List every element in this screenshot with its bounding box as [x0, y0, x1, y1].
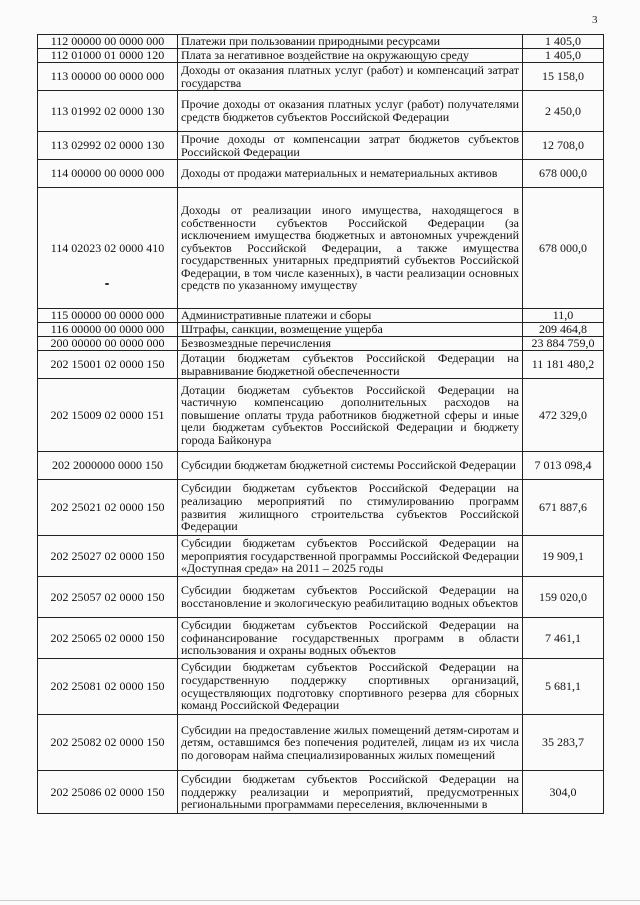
table-row [38, 337, 604, 351]
budget-code-cell: 113 01992 02 0000 130 [38, 91, 178, 132]
description-cell: Прочие доходы от компенсации затрат бюджетов субъектов Российской Федерации [178, 132, 523, 160]
budget-code-cell: 202 25065 02 0000 150 [38, 618, 178, 659]
description-cell: Субсидии бюджетам субъектов Российской Федерации на мероприятия государственной программы Российской Федерации «Доступная среда» на 2011 – 2025 годы [178, 536, 523, 577]
page-number: 3 [592, 14, 598, 26]
amount-cell: 19 909,1 [523, 536, 604, 577]
table-row [38, 35, 604, 49]
description-cell: Субсидии на предоставление жилых помещений детям-сиротам и детям, оставшимся без попечения родителей, лицам из их числа по договорам найма специализированных жилых помещений [178, 715, 523, 771]
description-cell: Плата за негативное воздействие на окружающую среду [178, 49, 523, 63]
table-row [38, 536, 604, 577]
budget-code-cell: 202 25027 02 0000 150 [38, 536, 178, 577]
amount-cell: 15 158,0 [523, 63, 604, 91]
scan-artifact-mark [105, 283, 109, 285]
description-cell: Платежи при пользовании природными ресурсами [178, 35, 523, 49]
amount-cell: 23 884 759,0 [523, 337, 604, 351]
table-row [38, 63, 604, 91]
description-cell: Штрафы, санкции, возмещение ущерба [178, 323, 523, 337]
budget-code-cell: 115 00000 00 0000 000 [38, 309, 178, 323]
description-cell: Безвозмездные перечисления [178, 337, 523, 351]
budget-code-cell: 200 00000 00 0000 000 [38, 337, 178, 351]
description-cell: Административные платежи и сборы [178, 309, 523, 323]
budget-code-cell: 202 25021 02 0000 150 [38, 480, 178, 536]
budget-code-cell: 113 00000 00 0000 000 [38, 63, 178, 91]
description-cell: Дотации бюджетам субъектов Российской Федерации на частичную компенсацию дополнительных расходов на повышение оплаты труда работников бюджетной сферы и иные цели бюджетам субъектов Российской Федерации и бюджету города Байконура [178, 379, 523, 452]
amount-cell: 671 887,6 [523, 480, 604, 536]
budget-code-cell: 112 00000 00 0000 000 [38, 35, 178, 49]
table-row [38, 132, 604, 160]
table-row [38, 659, 604, 715]
amount-cell: 678 000,0 [523, 160, 604, 188]
description-cell: Доходы от реализации иного имущества, находящегося в собственности субъектов Российской Федерации (за исключением имущества бюджетных и автономных учреждений субъектов Российской Федерации, а также имущества государственных унитарных предприятий субъектов Российской Федерации, в том числе казенных), в части реализации основных средств по указанному имуществу [178, 188, 523, 309]
budget-code-cell: 202 2000000 0000 150 [38, 452, 178, 480]
budget-code-cell: 202 25086 02 0000 150 [38, 771, 178, 814]
table-row [38, 160, 604, 188]
table-row [38, 379, 604, 452]
amount-cell: 5 681,1 [523, 659, 604, 715]
table-row [38, 49, 604, 63]
table-row [38, 309, 604, 323]
table-row [38, 577, 604, 618]
description-cell: Прочие доходы от оказания платных услуг (работ) получателями средств бюджетов субъектов Российской Федерации [178, 91, 523, 132]
table-row [38, 771, 604, 814]
budget-code-cell: 112 01000 01 0000 120 [38, 49, 178, 63]
amount-cell: 1 405,0 [523, 49, 604, 63]
table-row [38, 480, 604, 536]
budget-code-cell: 116 00000 00 0000 000 [38, 323, 178, 337]
budget-code-cell: 114 02023 02 0000 410 [38, 188, 178, 309]
amount-cell: 678 000,0 [523, 188, 604, 309]
amount-cell: 11,0 [523, 309, 604, 323]
table-row [38, 452, 604, 480]
budget-revenue-table [37, 34, 604, 814]
description-cell: Субсидии бюджетам субъектов Российской Федерации на поддержку реализации и мероприятий, предусмотренных региональными программами переселения, включенными в [178, 771, 523, 814]
amount-cell: 7 013 098,4 [523, 452, 604, 480]
description-cell: Субсидии бюджетам субъектов Российской Федерации на софинансирование государственных программ в области использования и охраны водных объектов [178, 618, 523, 659]
description-cell: Доходы от оказания платных услуг (работ) и компенсаций затрат государства [178, 63, 523, 91]
amount-cell: 2 450,0 [523, 91, 604, 132]
description-cell: Субсидии бюджетам субъектов Российской Федерации на восстановление и экологическую реабилитацию водных объектов [178, 577, 523, 618]
page-bottom-edge [0, 900, 640, 901]
budget-code-cell: 202 25081 02 0000 150 [38, 659, 178, 715]
table-row [38, 618, 604, 659]
budget-code-cell: 202 25057 02 0000 150 [38, 577, 178, 618]
table-row [38, 91, 604, 132]
budget-code-cell: 202 15009 02 0000 151 [38, 379, 178, 452]
description-cell: Субсидии бюджетам субъектов Российской Федерации на реализацию мероприятий по стимулированию программ развития жилищного строительства субъектов Российской Федерации [178, 480, 523, 536]
amount-cell: 12 708,0 [523, 132, 604, 160]
amount-cell: 472 329,0 [523, 379, 604, 452]
description-cell: Доходы от продажи материальных и нематериальных активов [178, 160, 523, 188]
amount-cell: 1 405,0 [523, 35, 604, 49]
amount-cell: 7 461,1 [523, 618, 604, 659]
amount-cell: 35 283,7 [523, 715, 604, 771]
description-cell: Дотации бюджетам субъектов Российской Федерации на выравнивание бюджетной обеспеченности [178, 351, 523, 379]
description-cell: Субсидии бюджетам бюджетной системы Российской Федерации [178, 452, 523, 480]
table-row [38, 351, 604, 379]
table-row [38, 323, 604, 337]
amount-cell: 304,0 [523, 771, 604, 814]
amount-cell: 11 181 480,2 [523, 351, 604, 379]
amount-cell: 159 020,0 [523, 577, 604, 618]
budget-code-cell: 113 02992 02 0000 130 [38, 132, 178, 160]
description-cell: Субсидии бюджетам субъектов Российской Федерации на государственную поддержку спортивных организаций, осуществляющих подготовку спортивного резерва для сборных команд Российской Федерации [178, 659, 523, 715]
amount-cell: 209 464,8 [523, 323, 604, 337]
table-row [38, 188, 604, 309]
budget-code-cell: 202 25082 02 0000 150 [38, 715, 178, 771]
budget-code-cell: 202 15001 02 0000 150 [38, 351, 178, 379]
budget-code-cell: 114 00000 00 0000 000 [38, 160, 178, 188]
table-row [38, 715, 604, 771]
